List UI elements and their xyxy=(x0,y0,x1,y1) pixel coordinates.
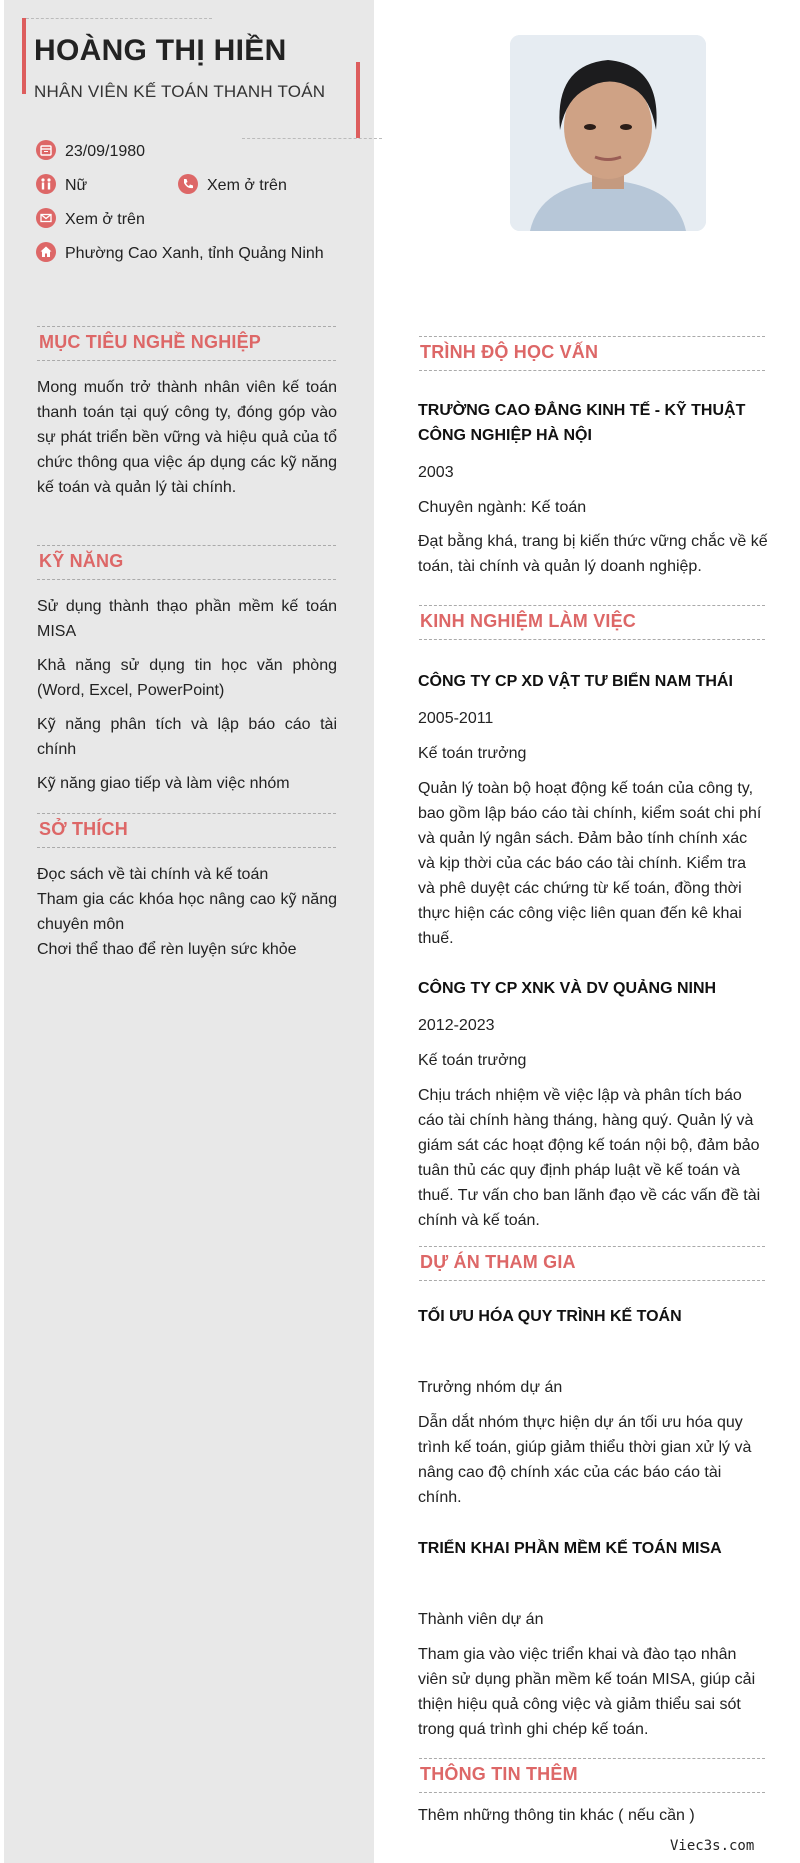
header-divider xyxy=(26,18,212,19)
job-description: Quản lý toàn bộ hoạt động kế toán của công ty, bao gồm lập báo cáo tài chính, kiểm soát chi phí và quản lý ngân sách. Đảm bảo tính chính xác và kịp thời của các báo cáo tài chính. Kiểm tra và phê duyệt các chứng từ kế toán, đồng thời thực hiện các công việc liên quan đến kê khai thuế. xyxy=(418,780,762,947)
education-title: TRÌNH ĐỘ HỌC VẤN xyxy=(420,342,599,362)
section-divider xyxy=(37,545,336,546)
section-divider xyxy=(37,579,336,580)
project-description: Dẫn dắt nhóm thực hiện dự án tối ưu hóa quy trình kế toán, giúp giảm thiểu thời gian xử lý và nâng cao độ chính xác của các báo cáo tài chính. xyxy=(418,1414,752,1506)
hobbies-title: SỞ THÍCH xyxy=(39,819,128,839)
school-name: TRƯỜNG CAO ĐẲNG KINH TẾ - KỸ THUẬT CÔNG NGHIỆP HÀ NỘI xyxy=(418,402,746,444)
job-period: 2005-2011 xyxy=(418,710,494,727)
address: Phường Cao Xanh, tỉnh Quảng Ninh xyxy=(65,245,324,262)
project-name: TRIỂN KHAI PHẦN MỀM KẾ TOÁN MISA xyxy=(418,1540,722,1557)
email-icon xyxy=(36,208,56,228)
accent-bar xyxy=(22,18,26,94)
gender: Nữ xyxy=(65,177,88,194)
section-divider xyxy=(419,1246,765,1247)
education-year: 2003 xyxy=(418,464,454,481)
section-divider xyxy=(37,813,336,814)
job-description: Chịu trách nhiệm về việc lập và phân tích báo cáo tài chính hàng tháng, hàng quý. Quản lý và giám sát các hoạt động kế toán nội bộ, đảm bảo tuân thủ các quy định pháp luật về kế toán và thuế. Tư vấn cho ban lãnh đạo về các vấn đề tài chính và kế toán. xyxy=(418,1087,761,1229)
watermark: Viec3s.com xyxy=(670,1838,755,1854)
section-divider xyxy=(419,639,765,640)
section-divider xyxy=(419,1758,765,1759)
profile-photo xyxy=(510,35,706,231)
hobby-item: Chơi thể thao để rèn luyện sức khỏe xyxy=(37,941,297,958)
section-divider xyxy=(37,360,336,361)
section-divider xyxy=(419,336,765,337)
phone-icon xyxy=(178,174,198,194)
email: Xem ở trên xyxy=(65,211,145,228)
job-role: Kế toán trưởng xyxy=(418,1052,527,1069)
hobby-item: Tham gia các khóa học nâng cao kỹ năng chuyên môn xyxy=(37,891,337,933)
experience-title: KINH NGHIỆM LÀM VIỆC xyxy=(420,611,637,631)
objective-title: MỤC TIÊU NGHỀ NGHIỆP xyxy=(39,332,262,352)
skill-item: Khả năng sử dụng tin học văn phòng (Word, Excel, PowerPoint) xyxy=(37,657,337,699)
job-role: Kế toán trưởng xyxy=(418,745,527,762)
section-divider xyxy=(37,847,336,848)
section-divider xyxy=(419,1792,765,1793)
skill-item: Kỹ năng phân tích và lập báo cáo tài chính xyxy=(37,716,337,758)
project-name: TỐI ƯU HÓA QUY TRÌNH KẾ TOÁN xyxy=(418,1308,682,1325)
section-divider xyxy=(419,605,765,606)
phone: Xem ở trên xyxy=(207,177,287,194)
header-divider xyxy=(242,138,382,139)
full-name: HOÀNG THỊ HIỀN xyxy=(34,34,287,67)
project-role: Trưởng nhóm dự án xyxy=(418,1379,563,1396)
extra-text: Thêm những thông tin khác ( nếu cần ) xyxy=(418,1807,695,1824)
accent-bar xyxy=(356,62,360,138)
gender-icon xyxy=(36,174,56,194)
birthdate: 23/09/1980 xyxy=(65,143,146,160)
project-description: Tham gia vào việc triển khai và đào tạo nhân viên sử dụng phần mềm kế toán MISA, giúp cải thiện hiệu quả công việc và giảm thiểu sai sót trong quá trình ghi chép kế toán. xyxy=(418,1646,756,1738)
extra-title: THÔNG TIN THÊM xyxy=(420,1764,578,1784)
home-icon xyxy=(36,242,56,262)
education-description: Đạt bằng khá, trang bị kiến thức vững chắc về kế toán, tài chính và quản lý doanh nghiệp. xyxy=(418,533,768,575)
job-position: NHÂN VIÊN KẾ TOÁN THANH TOÁN xyxy=(34,82,326,101)
objective-text: Mong muốn trở thành nhân viên kế toán thanh toán tại quý công ty, đóng góp vào sự phát triển bền vững và hiệu quả của tổ chức thông qua việc áp dụng các kỹ năng kế toán và quản lý tài chính. xyxy=(37,379,337,496)
skill-item: Sử dụng thành thạo phần mềm kế toán MISA xyxy=(37,598,337,640)
section-divider xyxy=(419,370,765,371)
company-name: CÔNG TY CP XNK VÀ DV QUẢNG NINH xyxy=(418,980,717,997)
job-period: 2012-2023 xyxy=(418,1017,495,1034)
section-divider xyxy=(37,326,336,327)
header xyxy=(22,14,362,138)
calendar-icon xyxy=(36,140,56,160)
skill-item: Kỹ năng giao tiếp và làm việc nhóm xyxy=(37,775,290,792)
education-major: Chuyên ngành: Kế toán xyxy=(418,499,587,516)
company-name: CÔNG TY CP XD VẬT TƯ BIỂN NAM THÁI xyxy=(418,673,733,690)
project-role: Thành viên dự án xyxy=(418,1611,544,1628)
hobby-item: Đọc sách về tài chính và kế toán xyxy=(37,866,269,883)
section-divider xyxy=(419,1280,765,1281)
skills-title: KỸ NĂNG xyxy=(39,551,124,571)
projects-title: DỰ ÁN THAM GIA xyxy=(420,1252,576,1272)
